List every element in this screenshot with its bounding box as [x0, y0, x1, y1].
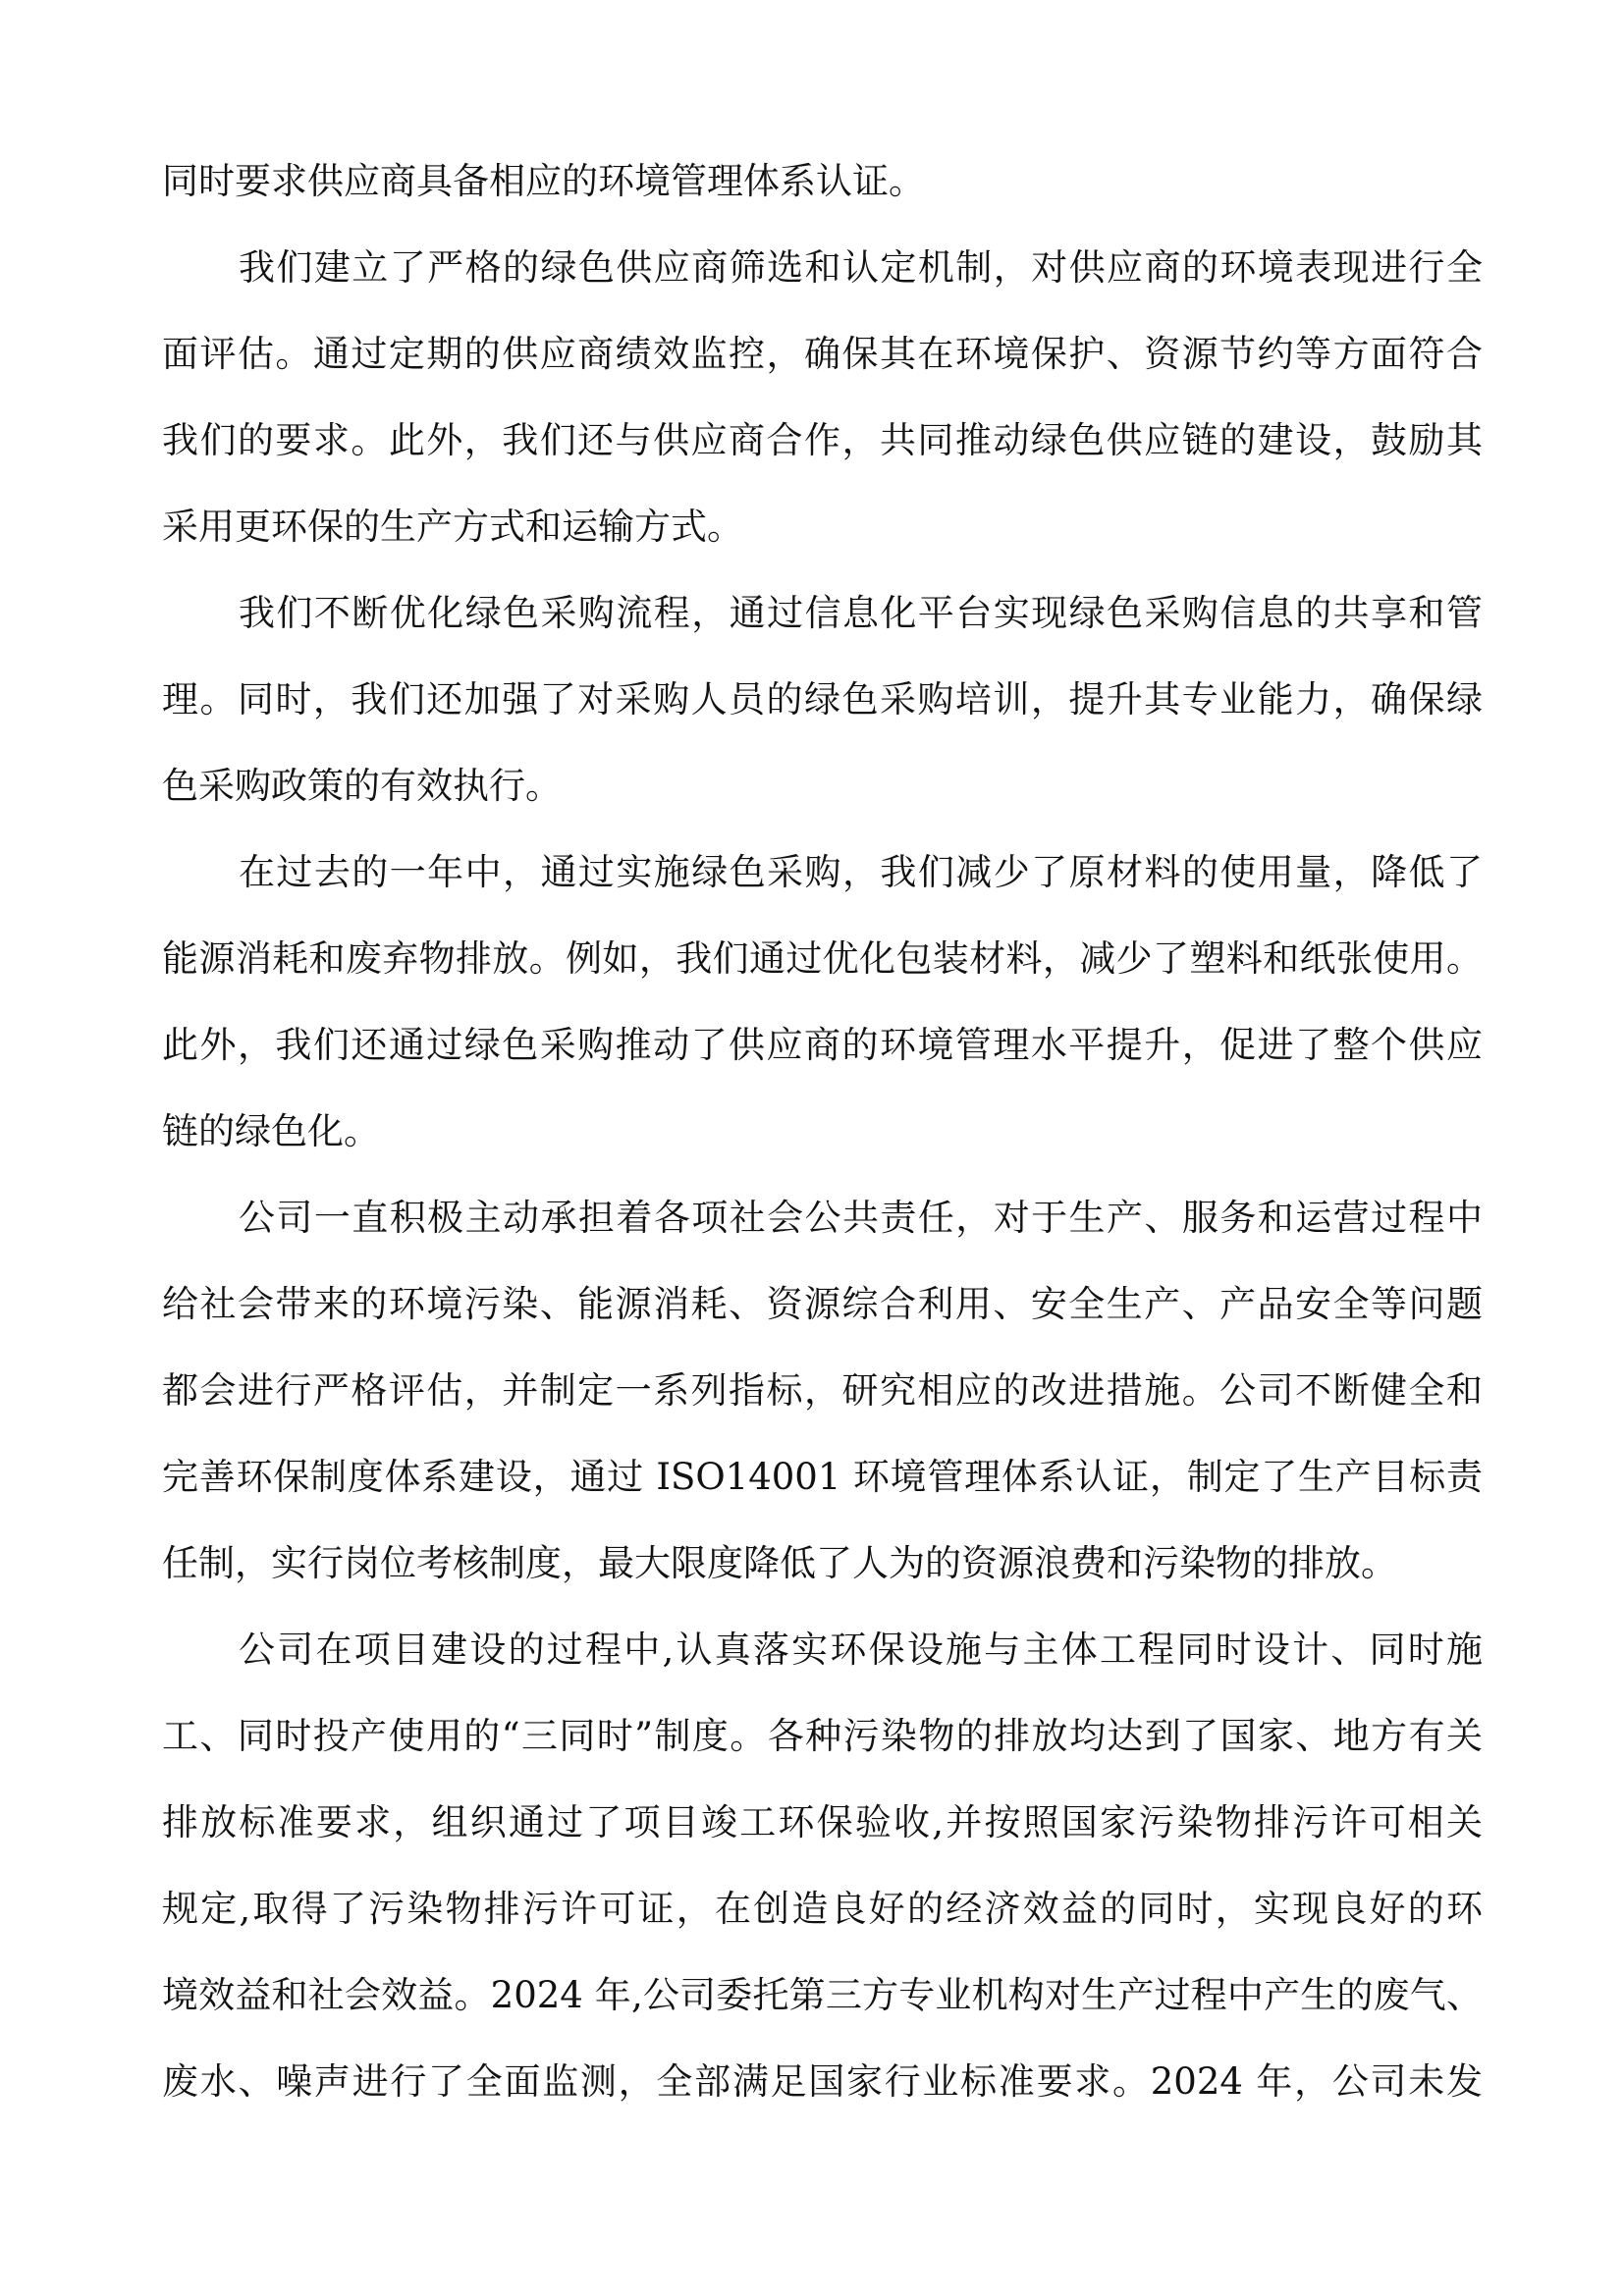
text-line: 链的绿色化。: [162, 1110, 380, 1152]
text-line: 完善环保制度体系建设，通过 ISO14001 环境管理体系认证，制定了生产目标责: [162, 1456, 1483, 1498]
paragraph-first-line: 公司在项目建设的过程中,认真落实环保设施与主体工程同时设计、同时施: [239, 1629, 1483, 1671]
text-line: 此外，我们还通过绿色采购推动了供应商的环境管理水平提升，促进了整个供应: [162, 1024, 1483, 1066]
text-line: 色采购政策的有效执行。: [162, 765, 562, 807]
body-text: [162, 147, 1483, 2134]
text-line: 同时要求供应商具备相应的环境管理体系认证。: [162, 160, 925, 202]
text-line: 排放标准要求，组织通过了项目竣工环保验收,并按照国家污染物排污许可相关: [162, 1801, 1483, 1843]
text-line: 规定,取得了污染物排污许可证，在创造良好的经济效益的同时，实现良好的环: [162, 1888, 1483, 1930]
text-line: 采用更环保的生产方式和运输方式。: [162, 506, 743, 548]
text-line: 境效益和社会效益。2024 年,公司委托第三方专业机构对生产过程中产生的废气、: [162, 1974, 1483, 2016]
text-line: 工、同时投产使用的“三同时”制度。各种污染物的排放均达到了国家、地方有关: [162, 1715, 1483, 1757]
paragraph-first-line: 我们不断优化绿色采购流程，通过信息化平台实现绿色采购信息的共享和管: [239, 592, 1483, 634]
paragraph-first-line: 我们建立了严格的绿色供应商筛选和认定机制，对供应商的环境表现进行全: [239, 246, 1483, 289]
text-line: 面评估。通过定期的供应商绩效监控，确保其在环境保护、资源节约等方面符合: [162, 333, 1483, 375]
text-line: 给社会带来的环境污染、能源消耗、资源综合利用、安全生产、产品安全等问题: [162, 1283, 1483, 1325]
text-line: 能源消耗和废弃物排放。例如，我们通过优化包装材料，减少了塑料和纸张使用。: [162, 937, 1483, 980]
text-line: 理。同时，我们还加强了对采购人员的绿色采购培训，提升其专业能力，确保绿: [162, 678, 1483, 721]
paragraph-first-line: 公司一直积极主动承担着各项社会公共责任，对于生产、服务和运营过程中: [239, 1197, 1483, 1239]
text-line: 我们的要求。此外，我们还与供应商合作，共同推动绿色供应链的建设，鼓励其: [162, 419, 1483, 461]
text-line: 废水、噪声进行了全面监测，全部满足国家行业标准要求。2024 年，公司未发: [162, 2060, 1483, 2103]
text-line: 任制，实行岗位考核制度，最大限度降低了人为的资源浪费和污染物的排放。: [162, 1542, 1397, 1584]
paragraph-first-line: 在过去的一年中，通过实施绿色采购，我们减少了原材料的使用量，降低了: [239, 851, 1483, 893]
text-line: 都会进行严格评估，并制定一系列指标，研究相应的改进措施。公司不断健全和: [162, 1369, 1483, 1412]
